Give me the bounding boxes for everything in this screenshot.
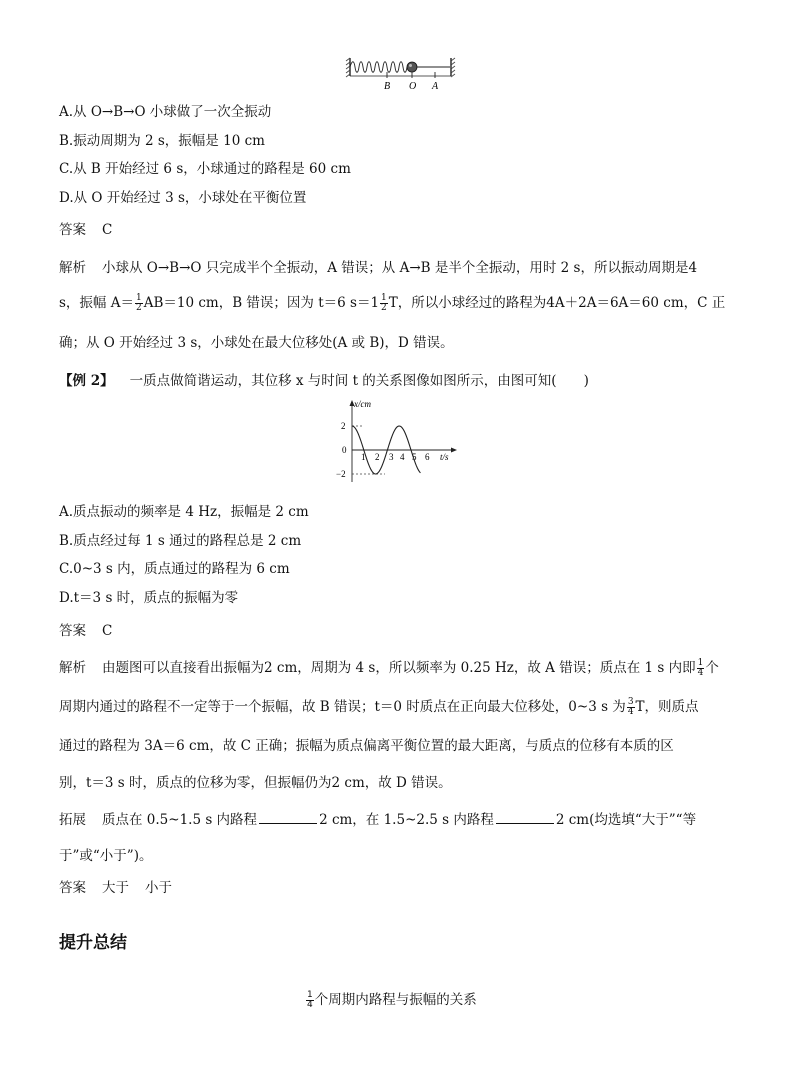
- analysis-label: 解析: [59, 260, 86, 276]
- fraction: $\frac{1}{2}$: [135, 293, 142, 313]
- y-axis-label: x/cm: [354, 399, 371, 409]
- analysis-text: 小球从 O→B→O 只完成半个全振动，A 错误；从 A→B 是半个全振动，用时 2 s，所以振动周期是4: [102, 260, 698, 276]
- q1-option-b: B.振动周期为 2 s，振幅是 10 cm: [59, 133, 265, 149]
- ex2-extension-answer: [59, 876, 172, 896]
- q1-analysis-line-3: 确；从 O 开始经过 3 s，小球处在最大位移处(A 或 B)，D 错误。: [59, 335, 454, 351]
- x-tick-5: 5: [412, 452, 417, 462]
- ex2-option-d: D.t＝3 s 时，质点的振幅为零: [59, 590, 239, 606]
- fraction: $\frac{1}{4}$: [307, 989, 313, 1010]
- ex2-analysis-line-1: [59, 656, 719, 678]
- q1-analysis-line-1: [59, 256, 697, 276]
- answer-label: 答案: [59, 623, 86, 639]
- analysis-text: 周期内通过的路程不一定等于一个振幅，故 B 错误；t＝0 时质点在正向最大位移处，0~3 s 为: [59, 699, 626, 715]
- y-tick-neg2: −2: [336, 469, 346, 479]
- x-tick-6: 6: [425, 452, 430, 462]
- fraction: $\frac{1}{2}$: [381, 293, 387, 313]
- answer-value-2: 小于: [145, 880, 172, 896]
- ex2-analysis-line-2: [59, 695, 699, 717]
- summary-subtitle: [305, 988, 477, 1010]
- analysis-text: s，振幅 A＝: [59, 295, 134, 311]
- ex2-extension-line-2: 于”或“小于”)。: [59, 848, 153, 864]
- label-A: A: [432, 81, 439, 92]
- q1-option-a: A.从 O→B→O 小球做了一次全振动: [59, 104, 272, 120]
- x-tick-1: 1: [361, 452, 366, 462]
- analysis-text: T，所以小球经过的路程为4A＋2A＝6A＝60 cm，C 正: [388, 295, 726, 311]
- analysis-text: 由题图可以直接看出振幅为2 cm，周期为 4 s，所以频率为 0.25 Hz，故 A 错误；质点在 1 s 内即: [102, 660, 696, 676]
- x-tick-4: 4: [400, 452, 405, 462]
- label-O: O: [409, 81, 417, 92]
- ex2-stem-text: 一质点做简谐运动，其位移 x 与时间 t 的关系图像如图所示，由图可知( ): [129, 373, 589, 389]
- spring-oscillator-figure: [345, 56, 460, 92]
- ex2-analysis-line-3: 通过的路程为 3A＝6 cm，故 C 正确；振幅为质点偏离平衡位置的最大距离，与质点的位移有本质的区: [59, 738, 674, 754]
- fill-blank-1[interactable]: [259, 811, 317, 824]
- x-axis-label: t/s: [440, 452, 449, 462]
- x-tick-3: 3: [389, 452, 394, 462]
- answer-value: C: [102, 222, 113, 238]
- y-tick-2: 2: [341, 421, 346, 431]
- ex2-option-a: A.质点振动的频率是 4 Hz，振幅是 2 cm: [59, 504, 309, 520]
- analysis-text: AB＝10 cm，B 错误；因为 t＝6 s＝1: [143, 295, 380, 311]
- answer-value: C: [102, 623, 113, 639]
- ex2-analysis-line-4: 别，t＝3 s 时，质点的位移为零，但振幅仍为2 cm，故 D 错误。: [59, 775, 452, 791]
- answer-value-1: 大于: [102, 880, 129, 896]
- analysis-text: T，则质点: [635, 699, 699, 715]
- analysis-label: 解析: [59, 660, 86, 676]
- label-B: B: [384, 81, 391, 92]
- fill-blank-2[interactable]: [496, 811, 554, 824]
- extension-text: 2 cm，在 1.5~2.5 s 内路程: [319, 812, 494, 828]
- q1-option-c: C.从 B 开始经过 6 s，小球通过的路程是 60 cm: [59, 161, 351, 177]
- summary-subtitle-text: 个周期内路程与振幅的关系: [314, 992, 477, 1008]
- answer-label: 答案: [59, 222, 86, 238]
- fraction: $\frac{3}{4}$: [627, 697, 634, 717]
- displacement-time-graph: [330, 398, 462, 488]
- extension-text: 2 cm(均选填“大于”“等: [555, 812, 697, 828]
- y-tick-0: 0: [342, 445, 347, 455]
- q1-answer: [59, 218, 112, 238]
- extension-text: 质点在 0.5~1.5 s 内路程: [102, 812, 258, 828]
- ex2-extension: [59, 808, 696, 828]
- ex2-title: 【例 2】: [59, 373, 114, 389]
- ex2-stem: [59, 369, 589, 389]
- ex2-option-c: C.0~3 s 内，质点通过的路程为 6 cm: [59, 561, 290, 577]
- ex2-option-b: B.质点经过每 1 s 通过的路程总是 2 cm: [59, 533, 302, 549]
- ex2-answer: [59, 619, 112, 639]
- x-tick-2: 2: [375, 452, 380, 462]
- extension-label: 拓展: [59, 812, 86, 828]
- summary-heading: 提升总结: [59, 933, 127, 953]
- analysis-text: 个: [705, 660, 719, 676]
- q1-option-d: D.从 O 开始经过 3 s，小球处在平衡位置: [59, 190, 307, 206]
- answer-label: 答案: [59, 880, 86, 896]
- q1-analysis-line-2: [59, 291, 725, 313]
- fraction: $\frac{1}{4}$: [697, 658, 704, 678]
